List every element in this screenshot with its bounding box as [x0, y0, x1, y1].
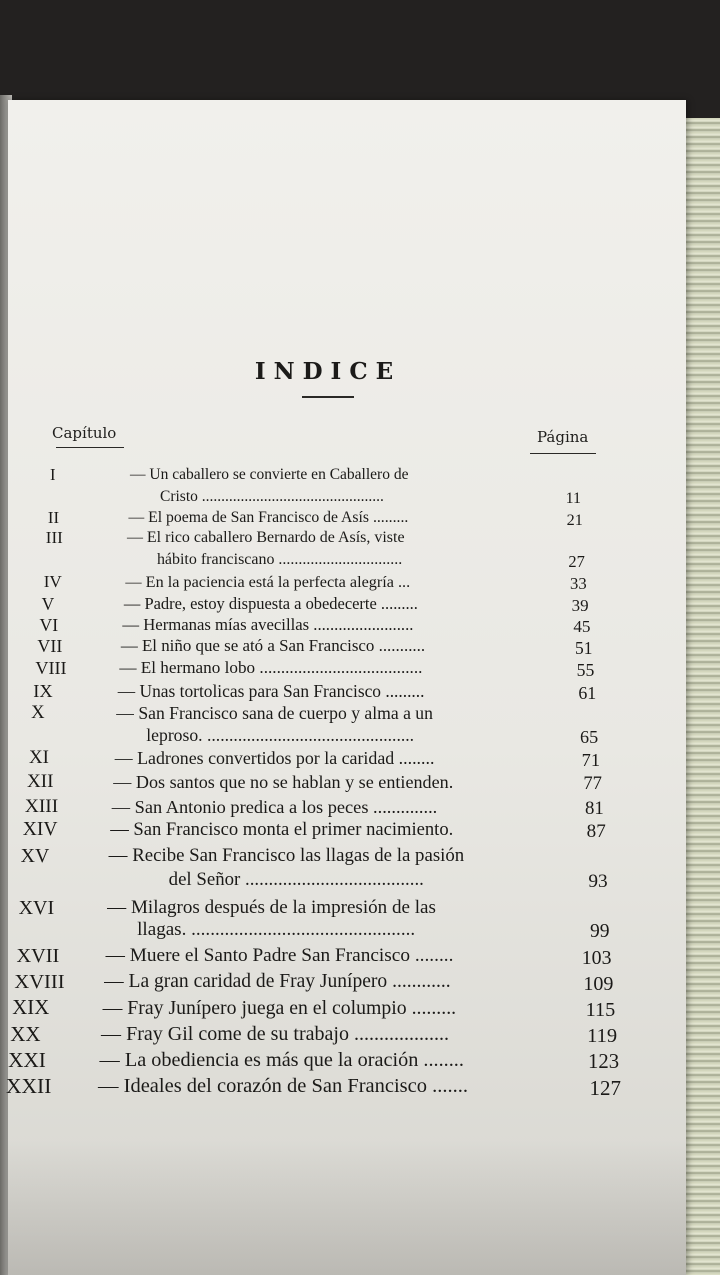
chapter-title-line: — Dos santos que no se hablan y se entienden.: [113, 772, 454, 792]
chapter-title-line: Cristo ...............................................: [160, 488, 384, 505]
chapter-number: III: [45, 528, 63, 547]
chapter-title-line: — El poema de San Francisco de Asís .........: [128, 509, 409, 526]
chapter-number: XVIII: [14, 971, 65, 993]
page-shadow: [8, 1140, 686, 1275]
chapter-title-line: — San Francisco monta el primer nacimiento.: [110, 819, 454, 840]
page-number: 77: [583, 773, 602, 794]
chapter-title-line: del Señor ......................................: [168, 869, 424, 890]
chapter-title-line: — Recibe San Francisco las llagas de la pasión: [108, 845, 465, 866]
page-number: 115: [585, 999, 616, 1021]
chapter-number: II: [47, 508, 60, 527]
chapter-number: VII: [37, 636, 63, 656]
chapter-title-line: — Ladrones convertidos por la caridad ........: [114, 748, 435, 768]
chapter-number: XIV: [22, 819, 58, 840]
page-number: 99: [590, 921, 610, 942]
chapter-number: VIII: [35, 658, 67, 678]
chapter-title-line: — Unas tortolicas para San Francisco .........: [117, 681, 425, 701]
column-header-capitulo: Capítulo: [52, 424, 117, 442]
chapter-number: XIX: [12, 996, 50, 1019]
chapter-number: XII: [26, 771, 54, 792]
page-title: INDICE: [254, 358, 402, 385]
chapter-title-line: — Hermanas mías avecillas ........................: [122, 615, 414, 634]
page-number: 123: [587, 1051, 620, 1073]
chapter-number: XVII: [16, 945, 60, 967]
page-number: 65: [580, 727, 599, 747]
chapter-title-line: — Fray Gil come de su trabajo ...................: [101, 1023, 450, 1045]
page-number: 33: [570, 574, 587, 593]
chapter-number: XXII: [6, 1074, 52, 1098]
chapter-title-line: — Padre, estoy dispuesta a obedecerte .........: [123, 594, 418, 613]
chapter-number: XIII: [24, 796, 59, 817]
capitulo-underline: [56, 447, 124, 448]
page-number: 81: [585, 798, 604, 819]
page-number: 21: [566, 511, 583, 529]
chapter-title-line: — El hermano lobo ......................................: [119, 658, 423, 677]
title-underline: [302, 396, 354, 398]
page-number: 87: [586, 821, 606, 842]
chapter-title-line: — La gran caridad de Fray Junípero ............: [104, 971, 451, 992]
chapter-number: I: [50, 465, 56, 484]
chapter-title-line: — Milagros después de la impresión de las: [107, 897, 436, 918]
chapter-number: XI: [29, 747, 49, 768]
chapter-number: XVI: [18, 897, 55, 919]
chapter-number: VI: [39, 615, 59, 635]
chapter-title-line: leproso. ...............................................: [146, 725, 415, 745]
chapter-title-line: hábito franciscano ...............................: [156, 551, 403, 568]
page-number: 45: [573, 617, 591, 636]
page-number: 127: [589, 1076, 621, 1100]
chapter-number: IV: [43, 572, 62, 591]
page-number: 93: [588, 871, 608, 892]
chapter-title-line: — Muere el Santo Padre San Francisco ........: [105, 945, 454, 966]
column-header-pagina: Página: [537, 428, 589, 446]
page-number: 11: [565, 490, 581, 507]
chapter-title-line: — Ideales del corazón de San Francisco .......: [98, 1075, 469, 1097]
page-number: 119: [587, 1025, 618, 1047]
chapter-title-line: — San Francisco sana de cuerpo y alma a un: [116, 703, 433, 723]
page-number: 55: [576, 660, 595, 680]
chapter-title-line: — Fray Junípero juega en el columpio .........: [102, 997, 457, 1019]
page-number: 61: [578, 683, 597, 703]
chapter-title-line: — San Antonio predica a los peces ..............: [111, 797, 438, 817]
chapter-number: IX: [33, 681, 53, 701]
page-number: 71: [581, 750, 601, 770]
chapter-number: XXI: [8, 1048, 46, 1072]
page-number: 109: [583, 973, 614, 995]
chapter-title-line: — El rico caballero Bernardo de Asís, viste: [126, 529, 405, 546]
chapter-number: XX: [10, 1022, 41, 1046]
chapter-title-line: — La obediencia es más que la oración ........: [99, 1049, 464, 1071]
page-number: 51: [575, 638, 593, 658]
chapter-title-line: — El niño que se ató a San Francisco ...........: [120, 636, 426, 655]
chapter-title-line: — En la paciencia está la perfecta alegría ...: [125, 573, 411, 591]
page-number: 103: [581, 947, 612, 969]
chapter-number: X: [31, 702, 45, 723]
pagina-underline: [530, 453, 596, 454]
chapter-number: XV: [20, 845, 50, 867]
page-number: 27: [568, 552, 585, 571]
chapter-title-line: — Un caballero se convierte en Caballero de: [130, 466, 409, 483]
chapter-number: V: [41, 594, 55, 614]
page-number: 39: [571, 596, 589, 615]
chapter-title-line: llagas. ...............................................: [137, 919, 416, 940]
